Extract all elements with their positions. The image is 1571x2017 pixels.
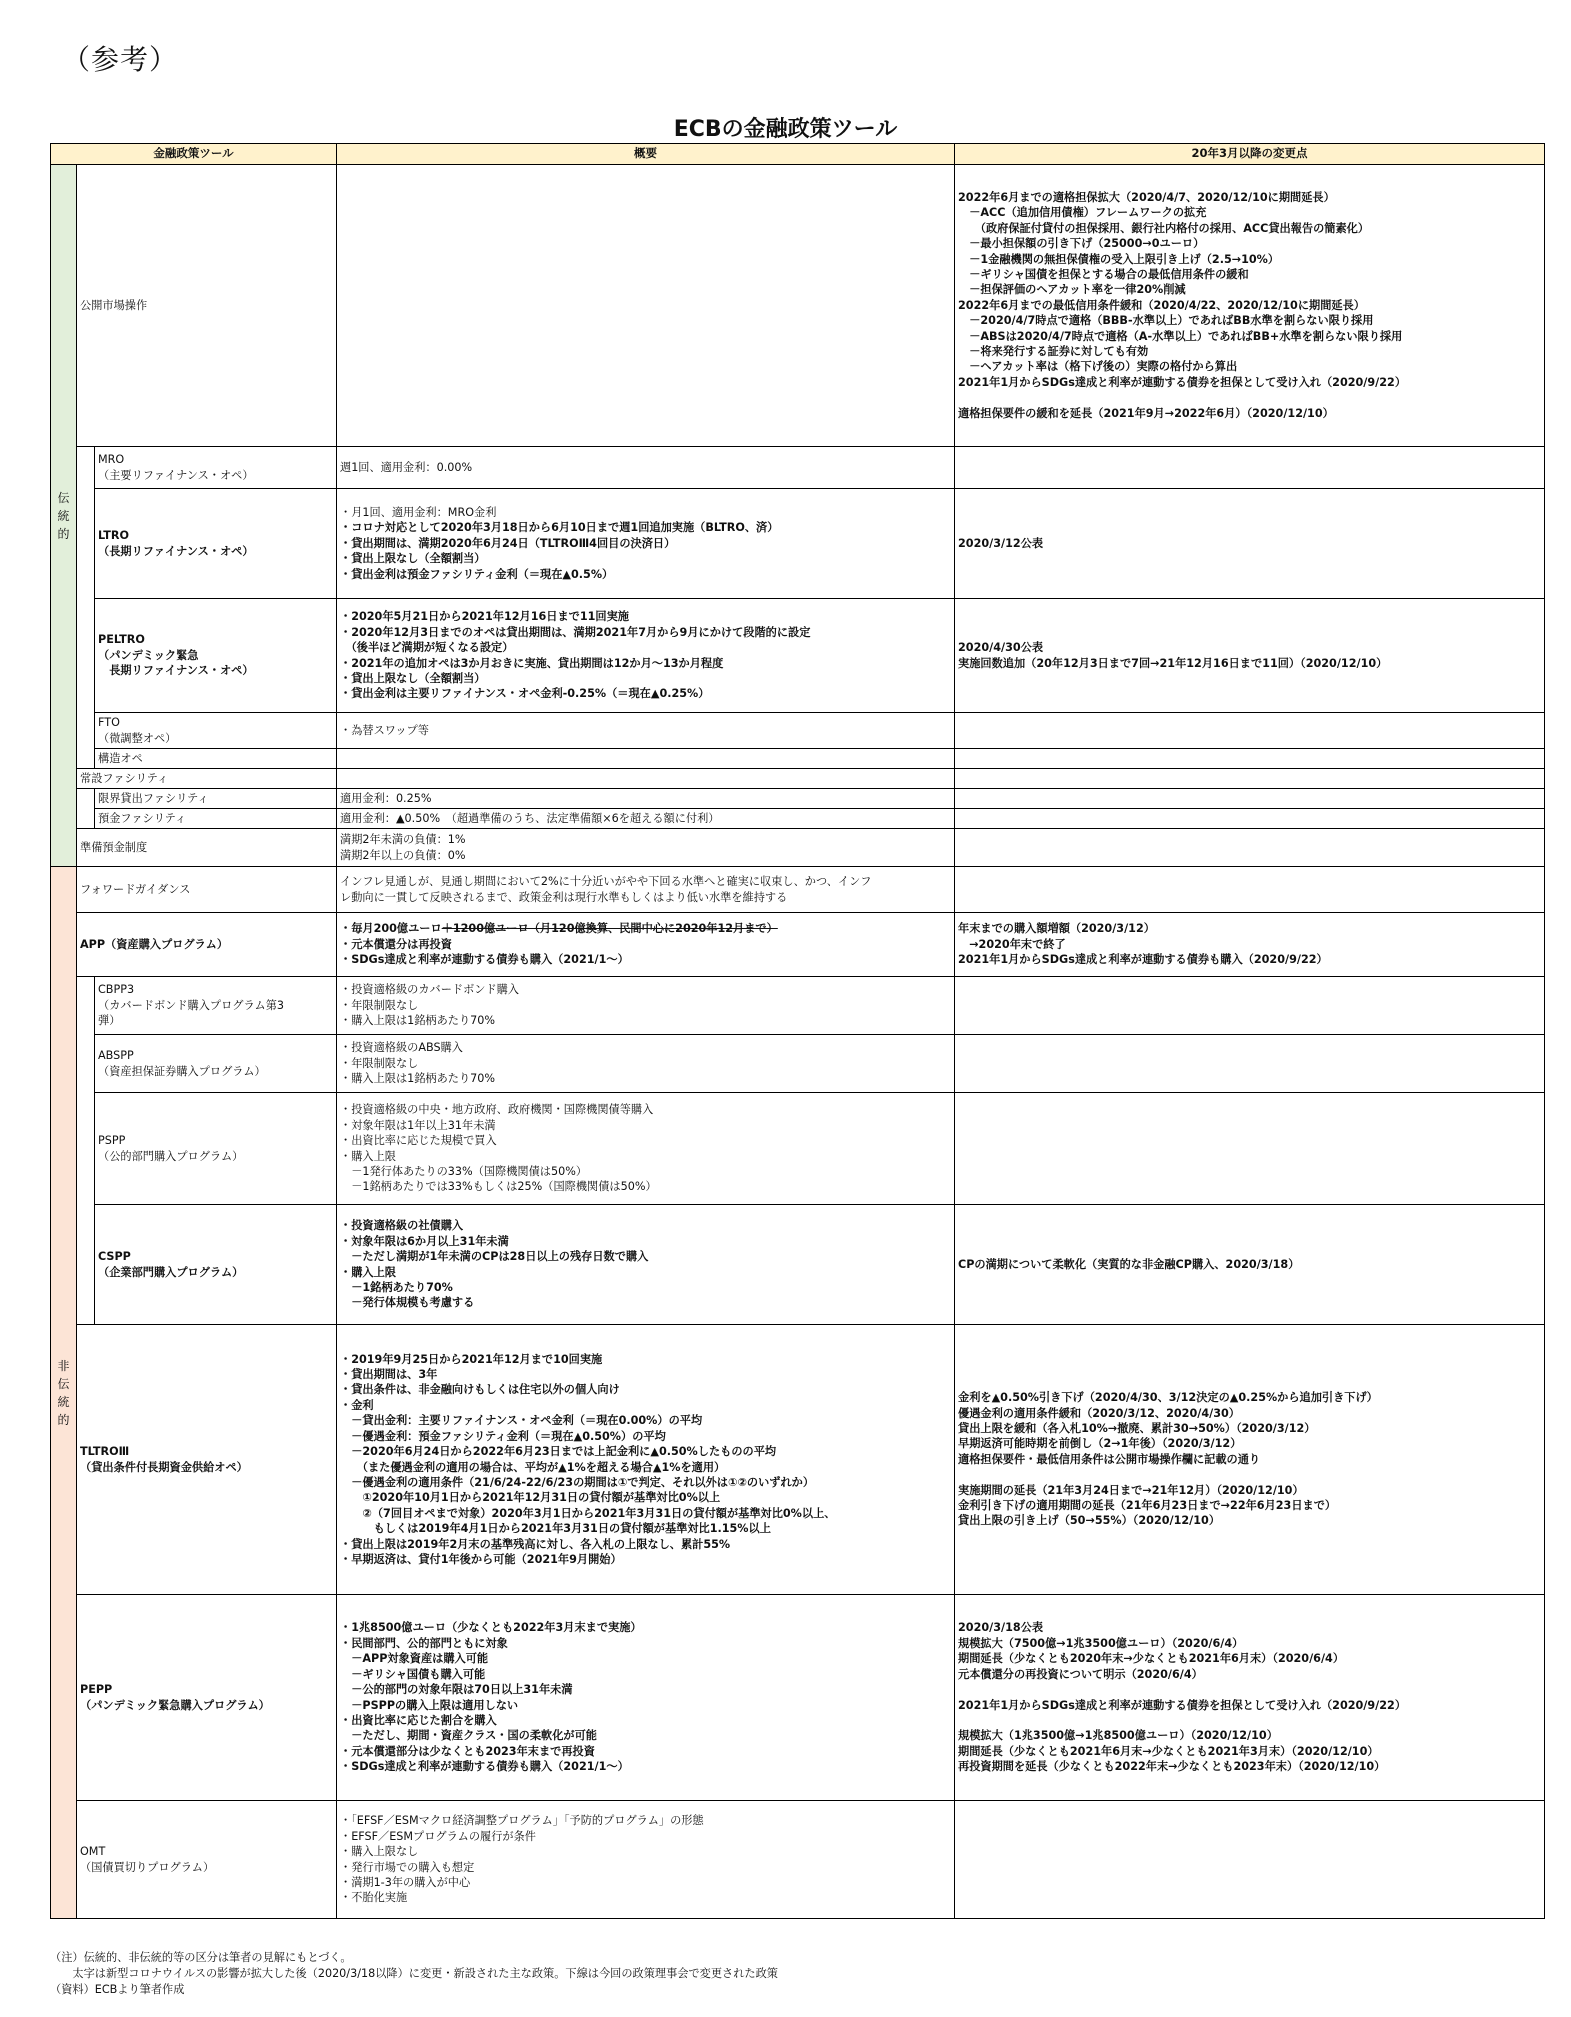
overview-line: ②（7回目オペまで対象）2020年3月1日から2021年3月31日の貸付額が基準対比0%以上、 [340, 1506, 836, 1520]
indent-gutter [77, 749, 95, 769]
changes-line: 貸出上限を緩和（各入札10%→撤廃、累計30→50%）（2020/3/12） [958, 1421, 1316, 1435]
indent-gutter [77, 489, 95, 599]
changes-line: －ACC（追加信用債権）フレームワークの拡充 [958, 206, 1207, 220]
indent-gutter [77, 599, 95, 713]
overview-line: ・投資適格級のABS購入 [340, 1041, 463, 1055]
footnote-3: （資料）ECBより筆者作成 [50, 1983, 185, 1996]
overview-line: ・早期返済は、貸付1年後から可能（2021年9月開始） [340, 1552, 622, 1566]
overview-line: ・SDGs達成と利率が連動する債券も購入（2021/1～） [340, 953, 629, 967]
table-row [51, 867, 1545, 913]
overview-line: ・2020年5月21日から2021年12月16日まで11回実施 [340, 610, 629, 624]
changes-line: 貸出上限の引き上げ（50→55%）（2020/12/10） [958, 1514, 1221, 1528]
changes-line: 早期返済可能時期を前倒し（2→1年後）（2020/3/12） [958, 1437, 1242, 1451]
changes-line: 2022年6月までの最低信用条件緩和（2020/4/22、2020/12/10に期間延長） [958, 298, 1365, 312]
app-struck-text: ＋1200億ユーロ（月120億換算、民間中心に2020年12月まで） [441, 922, 778, 936]
overview-line: ・購入上限は1銘柄あたり70% [340, 1014, 496, 1028]
tool-name: OMT （国債買切りプログラム） [77, 1801, 337, 1919]
changes-line: 適格担保要件の緩和を延長（2021年9月→2022年6月）（2020/12/10） [958, 406, 1334, 420]
changes-line: 2020/3/18公表 [958, 1621, 1044, 1635]
tool-name: TLTROⅢ （貸出条件付長期資金供給オペ） [77, 1325, 337, 1595]
overview-line: ・購入上限 [340, 1149, 396, 1163]
overview-line: ・「EFSF／ESMマクロ経済調整プログラム」「予防的プログラム」の形態 [340, 1814, 704, 1828]
changes-line: →2020年末で終了 [958, 937, 1066, 951]
overview-line: ・月1回、適用金利：MRO金利 [340, 505, 497, 519]
overview-line: （また優遇金利の適用の場合は、平均が▲1%を超える場合▲1%を適用） [340, 1460, 726, 1474]
tool-name: 預金ファシリティ [95, 809, 337, 829]
changes-line: 2021年1月からSDGs達成と利率が連動する債券を担保として受け入れ（2020/9/22） [958, 375, 1407, 389]
overview-line: ・元本償還分は再投資 [340, 937, 452, 951]
overview-line: ・為替スワップ等 [340, 723, 429, 737]
table-row [51, 1093, 1545, 1205]
indent-gutter [77, 1035, 95, 1093]
table-row [51, 713, 1545, 749]
overview-line: ・購入上限 [340, 1265, 396, 1279]
changes-line: 2020/4/30公表 [958, 641, 1044, 655]
page-title: ECBの金融政策ツール [673, 117, 898, 142]
overview-line: －1発行体あたりの33%（国際機関債は50%） [340, 1164, 588, 1178]
footnotes [50, 1950, 778, 1998]
overview-line: －1銘柄あたりでは33%もしくは25%（国際機関債は50%） [340, 1180, 657, 1194]
header-overview: 概要 [337, 144, 955, 165]
overview-cell [337, 1801, 955, 1919]
overview-line: インフレ見通しが、見通し期間において2%に十分近いがやや下回る水準へと確実に収束し、かつ、インフ [340, 875, 872, 889]
changes-line: 金利引き下げの適用期間の延長（21年6月23日まで→22年6月23日まで） [958, 1499, 1337, 1513]
changes-line: 期間延長（少なくとも2020年末→少なくとも2021年6月末）（2020/6/4） [958, 1652, 1345, 1666]
changes-cell [955, 489, 1545, 599]
table-row [51, 1035, 1545, 1093]
overview-line: ・出資比率に応じた規模で買入 [340, 1134, 497, 1148]
changes-line: －ABSは2020/4/7時点で適格（A-水準以上）であればBB+水準を割らない限り採用 [958, 329, 1403, 343]
changes-line [958, 390, 1541, 405]
changes-line [958, 1467, 1541, 1482]
changes-line: 元本償還分の再投資について明示（2020/6/4） [958, 1667, 1203, 1681]
overview-line: ・元本償還部分は少なくとも2023年末まで再投資 [340, 1744, 595, 1758]
overview-line: －2020年6月24日から2022年6月23日までは上記金利に▲0.50%したものの平均 [340, 1445, 777, 1459]
overview-line: ・SDGs達成と利率が連動する債券も購入（2021/1～） [340, 1760, 629, 1774]
tool-name: フォワードガイダンス [77, 867, 337, 913]
changes-cell [955, 749, 1545, 769]
changes-line: －将来発行する証券に対しても有効 [958, 345, 1149, 359]
overview-line: ・投資適格級の社債購入 [340, 1219, 464, 1233]
header-tool: 金融政策ツール [51, 144, 337, 165]
changes-cell [955, 713, 1545, 749]
changes-cell [955, 1801, 1545, 1919]
overview-line [340, 921, 951, 936]
table-row [51, 1205, 1545, 1325]
overview-line: 満期2年以上の負債：0% [340, 848, 466, 862]
changes-cell [955, 809, 1545, 829]
overview-line: ・金利 [340, 1398, 374, 1412]
overview-line: ・投資適格級のカバードボンド購入 [340, 983, 520, 997]
tool-name: 限界貸出ファシリティ [95, 789, 337, 809]
changes-cell [955, 1325, 1545, 1595]
overview-cell [337, 829, 955, 867]
overview-line: レ動向に一貫して反映されるまで、政策金利は現行水準もしくはより低い水準を維持する [340, 890, 788, 904]
tool-name: APP（資産購入プログラム） [77, 913, 337, 977]
tool-name: CSPP （企業部門購入プログラム） [95, 1205, 337, 1325]
tool-name: FTO （微調整オペ） [95, 713, 337, 749]
overview-line: ・貸出金利は主要リファイナンス・オペ金利-0.25%（＝現在▲0.25%） [340, 687, 710, 701]
overview-line: ・1兆8500億ユーロ（少なくとも2022年3月末まで実施） [340, 1621, 642, 1635]
changes-cell [955, 769, 1545, 789]
tool-name: PSPP （公的部門購入プログラム） [95, 1093, 337, 1205]
tool-name: LTRO （長期リファイナンス・オペ） [95, 489, 337, 599]
table-row [51, 489, 1545, 599]
changes-line: 規模拡大（7500億→1兆3500億ユーロ）（2020/6/4） [958, 1636, 1244, 1650]
overview-line: ・貸出期間は、3年 [340, 1368, 438, 1382]
changes-line: 金利を▲0.50%引き下げ（2020/4/30、3/12決定の▲0.25%から追加引き下げ） [958, 1391, 1378, 1405]
tool-name: PEPP （パンデミック緊急購入プログラム） [77, 1595, 337, 1801]
overview-cell [337, 1325, 955, 1595]
overview-cell [337, 713, 955, 749]
app-amount-text: ・毎月200億ユーロ [340, 922, 442, 936]
changes-cell [955, 165, 1545, 447]
overview-line: 満期2年未満の負債：1% [340, 833, 466, 847]
overview-cell [337, 447, 955, 489]
tool-name: 公開市場操作 [77, 165, 337, 447]
tool-name: 構造オペ [95, 749, 337, 769]
overview-line: もしくは2019年4月1日から2021年3月31日の貸付額が基準対比1.15%以上 [340, 1522, 771, 1536]
overview-cell [337, 749, 955, 769]
indent-gutter [77, 977, 95, 1035]
table-header-row [51, 144, 1545, 165]
changes-line: 2022年6月までの適格担保拡大（2020/4/7、2020/12/10に期間延長） [958, 190, 1335, 204]
overview-cell [337, 1035, 955, 1093]
changes-line: 2021年1月からSDGs達成と利率が連動する債券を担保として受け入れ（2020/9/22） [958, 1698, 1407, 1712]
changes-line: 再投資期間を延長（少なくとも2022年末→少なくとも2023年末）（2020/12/10） [958, 1760, 1386, 1774]
footnote-1: （注）伝統的、非伝統的等の区分は筆者の見解にもとづく。 [50, 1951, 352, 1964]
changes-cell [955, 829, 1545, 867]
table-row [51, 599, 1545, 713]
overview-line: ・貸出上限なし（全額割当） [340, 552, 486, 566]
indent-gutter [77, 789, 95, 809]
overview-line: 適用金利：0.25% [340, 791, 432, 805]
table-row [51, 1325, 1545, 1595]
overview-line: ・貸出上限なし（全額割当） [340, 671, 486, 685]
overview-line: 週1回、適用金利：0.00% [340, 460, 473, 474]
overview-line: ・対象年限は6か月以上31年未満 [340, 1234, 509, 1248]
overview-line: ・EFSF／ESMプログラムの履行が条件 [340, 1829, 536, 1843]
tool-name: CBPP3 （カバードボンド購入プログラム第3 弾） [95, 977, 337, 1035]
overview-line: ・2020年12月3日までのオペは貸出期間は、満期2021年7月から9月にかけて段階的に設定 [340, 625, 811, 639]
overview-line: ・2021年の追加オペは3か月おきに実施、貸出期間は12か月～13か月程度 [340, 656, 724, 670]
changes-line: 優遇金利の適用条件緩和（2020/3/12、2020/4/30） [958, 1406, 1240, 1420]
changes-cell [955, 913, 1545, 977]
table-row [51, 1801, 1545, 1919]
changes-line: 実施期間の延長（21年3月24日まで→21年12月）（2020/12/10） [958, 1483, 1304, 1497]
changes-cell [955, 789, 1545, 809]
changes-cell [955, 447, 1545, 489]
changes-cell [955, 599, 1545, 713]
overview-line: －ギリシャ国債も購入可能 [340, 1667, 486, 1681]
overview-line: （後半ほど満期が短くなる設定） [340, 641, 514, 655]
changes-line [958, 1682, 1541, 1697]
changes-line: 適格担保要件・最低信用条件は公開市場操作欄に記載の通り [958, 1452, 1261, 1466]
changes-line: 2020/3/12公表 [958, 536, 1044, 550]
table-row [51, 769, 1545, 789]
header-changes: 20年3月以降の変更点 [955, 144, 1545, 165]
table-row [51, 749, 1545, 769]
changes-line: －ヘアカット率は（格下げ後の）実際の格付から算出 [958, 360, 1238, 374]
changes-line: 2021年1月からSDGs達成と利率が連動する債券も購入（2020/9/22） [958, 953, 1328, 967]
changes-line: 実施回数追加（20年12月3日まで7回→21年12月16日まで11回）（2020/12/10） [958, 656, 1388, 670]
changes-cell [955, 1035, 1545, 1093]
overview-line: ・コロナ対応として2020年3月18日から6月10日まで週1回追加実施（BLTRO、済） [340, 521, 779, 535]
overview-line: ・貸出金利は預金ファシリティ金利（＝現在▲0.5%） [340, 567, 614, 581]
changes-line: 年末までの購入額増額（2020/3/12） [958, 922, 1155, 936]
changes-line: 規模拡大（1兆3500億→1兆8500億ユーロ）（2020/12/10） [958, 1729, 1278, 1743]
overview-line: ・不胎化実施 [340, 1891, 408, 1905]
changes-cell [955, 867, 1545, 913]
overview-line: ・貸出条件は、非金融向けもしくは住宅以外の個人向け [340, 1383, 620, 1397]
overview-cell [337, 1205, 955, 1325]
overview-line: －優遇金利：預金ファシリティ金利（＝現在▲0.50%）の平均 [340, 1429, 666, 1443]
overview-cell [337, 977, 955, 1035]
overview-cell [337, 1595, 955, 1801]
changes-line: 期間延長（少なくとも2021年6月末→少なくとも2021年3月末）（2020/12/10） [958, 1744, 1379, 1758]
tool-name: MRO （主要リファイナンス・オペ） [95, 447, 337, 489]
changes-cell [955, 1093, 1545, 1205]
overview-line: ・対象年限は1年以上31年未満 [340, 1118, 496, 1132]
changes-line: －1金融機関の無担保債権の受入上限引き上げ（2.5→10%） [958, 252, 1280, 266]
overview-line: ・出資比率に応じた割合を購入 [340, 1713, 497, 1727]
overview-line: －PSPPの購入上限は適用しない [340, 1698, 519, 1712]
overview-line: 適用金利：▲0.50% （超過準備のうち、法定準備額×6を超える額に付利） [340, 811, 720, 825]
changes-line: －2020/4/7時点で適格（BBB-水準以上）であればBB水準を割らない限り採用 [958, 314, 1374, 328]
changes-line: －最小担保額の引き下げ（25000→0ユーロ） [958, 237, 1205, 251]
category-traditional: 伝 統 的 [51, 165, 77, 867]
overview-cell [337, 769, 955, 789]
table-row [51, 789, 1545, 809]
table-row [51, 1595, 1545, 1801]
overview-line: ・満期1-3年の購入が中心 [340, 1875, 471, 1889]
reference-label: （参考） [62, 43, 179, 76]
changes-line: （政府保証付貸付の担保採用、銀行社内格付の採用、ACC貸出報告の簡素化） [958, 221, 1370, 235]
overview-cell [337, 789, 955, 809]
overview-line: －ただし満期が1年未満のCPは28日以上の残存日数で購入 [340, 1250, 649, 1264]
overview-line: ①2020年10月1日から2021年12月31日の貸付額が基準対比0%以上 [340, 1491, 721, 1505]
changes-cell [955, 1205, 1545, 1325]
changes-line [958, 1713, 1541, 1728]
table-row [51, 977, 1545, 1035]
table-row [51, 809, 1545, 829]
tool-name: PELTRO （パンデミック緊急 長期リファイナンス・オペ） [95, 599, 337, 713]
table-row [51, 447, 1545, 489]
overview-line: ・年限制限なし [340, 1056, 419, 1070]
footnote-2: 太字は新型コロナウイルスの影響が拡大した後（2020/3/18以降）に変更・新設された主な政策。下線は今回の政策理事会で変更された政策 [50, 1967, 778, 1980]
changes-cell [955, 977, 1545, 1035]
changes-line: －担保評価のヘアカット率を一律20%削減 [958, 283, 1186, 297]
overview-cell [337, 1093, 955, 1205]
overview-line: －ただし、期間・資産クラス・国の柔軟化が可能 [340, 1729, 597, 1743]
overview-cell [337, 489, 955, 599]
overview-line: －貸出金利：主要リファイナンス・オペ金利（＝現在0.00%）の平均 [340, 1414, 703, 1428]
indent-gutter [77, 809, 95, 829]
overview-line: －優遇金利の適用条件（21/6/24-22/6/23の期間は①で判定、それ以外は①②のいずれか） [340, 1475, 815, 1489]
overview-line: －発行体規模も考慮する [340, 1296, 475, 1310]
overview-line: ・発行市場での購入も想定 [340, 1860, 475, 1874]
changes-line: CPの満期について柔軟化（実質的な非金融CP購入、2020/3/18） [958, 1257, 1300, 1271]
overview-line: ・投資適格級の中央・地方政府、政府機関・国際機関債等購入 [340, 1103, 654, 1117]
overview-line: －公的部門の対象年限は70日以上31年未満 [340, 1683, 573, 1697]
tool-name: 準備預金制度 [77, 829, 337, 867]
overview-cell [337, 809, 955, 829]
overview-line: ・購入上限なし [340, 1845, 419, 1859]
overview-line: －APP対象資産は購入可能 [340, 1652, 489, 1666]
overview-cell [337, 867, 955, 913]
changes-line: －ギリシャ国債を担保とする場合の最低信用条件の緩和 [958, 267, 1249, 281]
table-row [51, 913, 1545, 977]
overview-cell [337, 599, 955, 713]
overview-cell [337, 913, 955, 977]
policy-table [50, 143, 1545, 1919]
indent-gutter [77, 447, 95, 489]
tool-name: ABSPP （資産担保証券購入プログラム） [95, 1035, 337, 1093]
overview-line: ・貸出期間は、満期2020年6月24日（TLTROⅢ4回目の決済日） [340, 536, 676, 550]
overview-line: －1銘柄あたり70% [340, 1280, 453, 1294]
tool-name: 常設ファシリティ [77, 769, 337, 789]
category-nontraditional: 非 伝 統 的 [51, 867, 77, 1919]
overview-line: ・年限制限なし [340, 998, 419, 1012]
table-row [51, 829, 1545, 867]
indent-gutter [77, 713, 95, 749]
overview-line: ・民間部門、公的部門ともに対象 [340, 1636, 508, 1650]
overview-line: ・購入上限は1銘柄あたり70% [340, 1072, 496, 1086]
overview-line: ・2019年9月25日から2021年12月まで10回実施 [340, 1352, 603, 1366]
changes-cell [955, 1595, 1545, 1801]
table-row [51, 165, 1545, 447]
indent-gutter [77, 1205, 95, 1325]
overview-line: ・貸出上限は2019年2月末の基準残高に対し、各入札の上限なし、累計55% [340, 1537, 731, 1551]
indent-gutter [77, 1093, 95, 1205]
overview-cell [337, 165, 955, 447]
